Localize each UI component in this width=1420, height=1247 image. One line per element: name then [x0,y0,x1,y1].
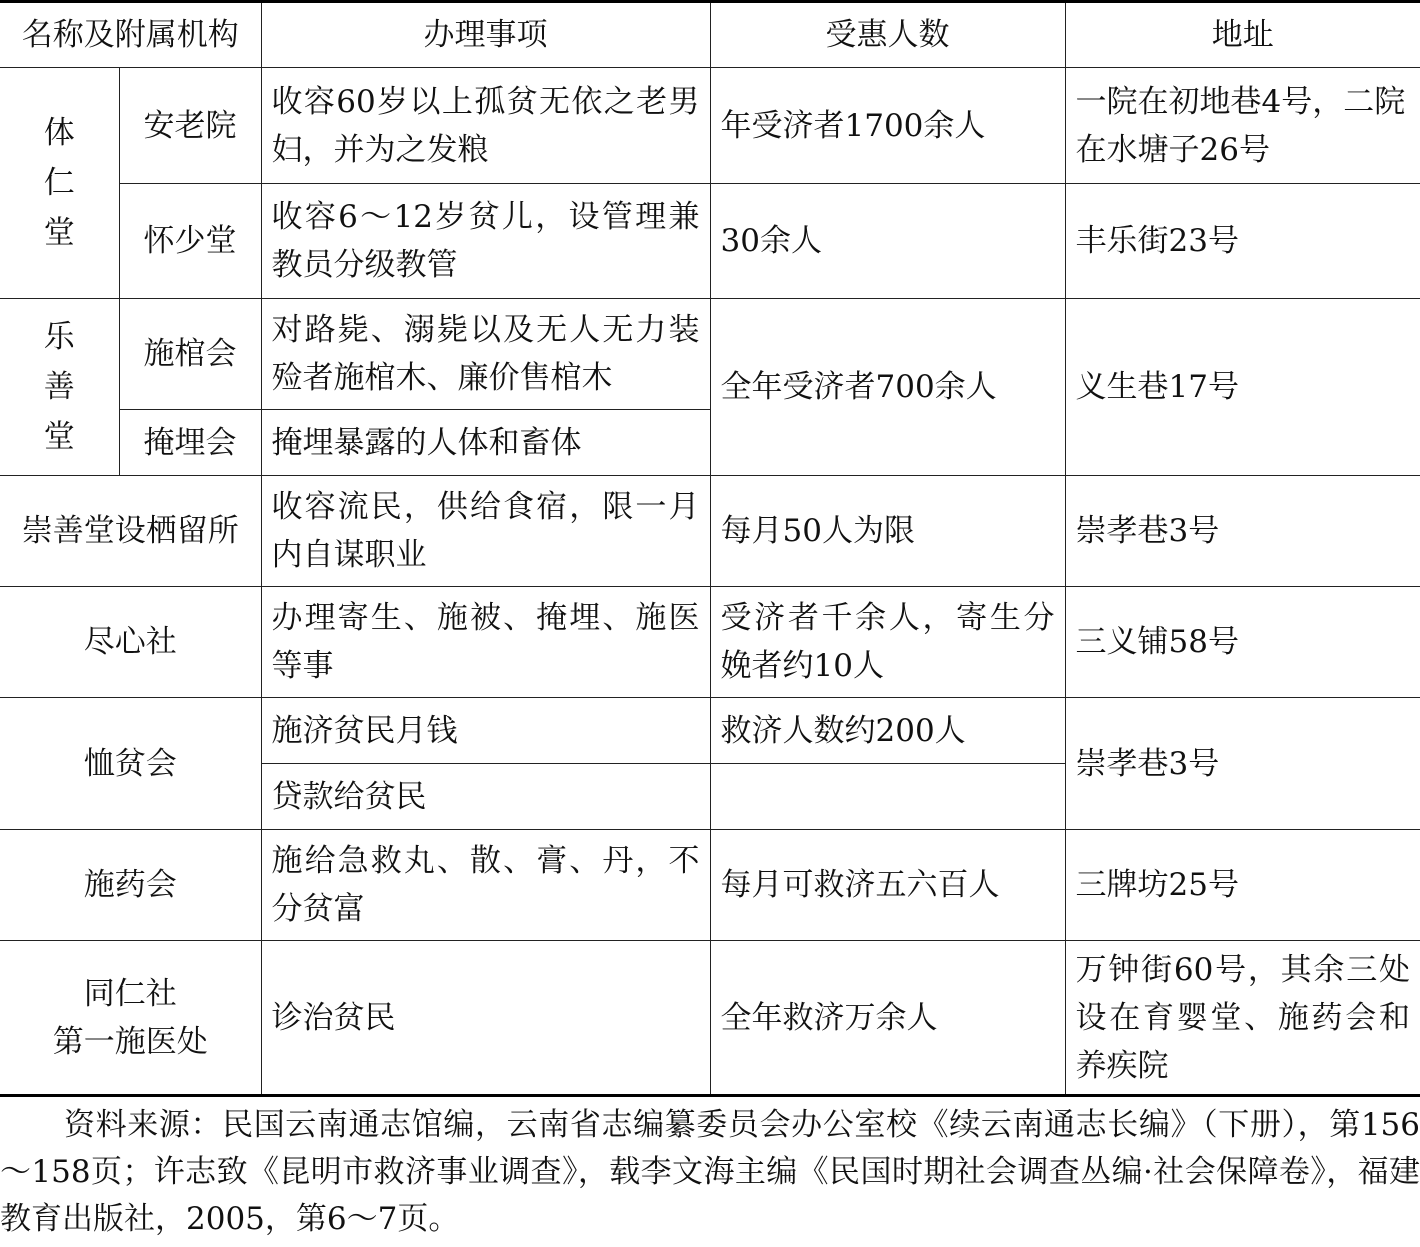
header-matter: 办理事项 [261,2,710,68]
sub-name: 施棺会 [119,299,261,410]
institution-name: 恤贫会 [0,698,261,830]
beneficiaries-cell: 年受济者1700余人 [710,68,1065,184]
sub-name: 掩埋会 [119,410,261,476]
address-cell: 万钟街60号，其余三处设在育婴堂、施药会和养疾院 [1065,941,1420,1096]
institution-name: 施药会 [0,830,261,941]
table-row [0,299,1420,410]
sub-name: 怀少堂 [119,184,261,299]
institution-name: 尽心社 [0,587,261,698]
matter-cell: 收容流民，供给食宿，限一月内自谋职业 [261,476,710,587]
header-row [0,2,1420,68]
beneficiaries-cell: 每月可救济五六百人 [710,830,1065,941]
institution-name-line1: 同仁社 [83,975,177,1012]
address-cell: 三牌坊25号 [1065,830,1420,941]
address-cell: 三义铺58号 [1065,587,1420,698]
matter-cell: 贷款给贫民 [261,764,710,830]
institution-name: 崇善堂设栖留所 [0,476,261,587]
address-cell: 崇孝巷3号 [1065,476,1420,587]
group-name-leshantang: 乐 善 堂 [0,299,119,476]
matter-cell: 施济贫民月钱 [261,698,710,764]
matter-cell: 收容6～12岁贫儿，设管理兼教员分级教管 [261,184,710,299]
header-address: 地址 [1065,2,1420,68]
beneficiaries-cell: 救济人数约200人 [710,698,1065,764]
beneficiaries-cell: 全年受济者700余人 [710,299,1065,476]
address-cell: 崇孝巷3号 [1065,698,1420,830]
table-row [0,184,1420,299]
table-row [0,941,1420,1096]
matter-cell: 对路毙、溺毙以及无人无力装殓者施棺木、廉价售棺木 [261,299,710,410]
header-name: 名称及附属机构 [0,2,261,68]
matter-cell: 收容60岁以上孤贫无依之老男妇，并为之发粮 [261,68,710,184]
beneficiaries-cell: 每月50人为限 [710,476,1065,587]
table-row [0,830,1420,941]
source-note: 资料来源：民国云南通志馆编，云南省志编纂委员会办公室校《续云南通志长编》（下册），第156～158页；许志致《昆明市救济事业调查》，载李文海主编《民国时期社会调查丛编·社会保障卷》，福建教育出版社，2005，第6～7页。 [0,1107,1420,1237]
beneficiaries-cell: 30余人 [710,184,1065,299]
address-cell: 一院在初地巷4号，二院在水塘子26号 [1065,68,1420,184]
sub-name: 安老院 [119,68,261,184]
group-name-tirentang: 体 仁 堂 [0,68,119,299]
beneficiaries-cell [710,764,1065,830]
address-cell: 义生巷17号 [1065,299,1420,476]
header-beneficiaries: 受惠人数 [710,2,1065,68]
matter-cell: 掩埋暴露的人体和畜体 [261,410,710,476]
beneficiaries-cell: 全年救济万余人 [710,941,1065,1096]
matter-cell: 办理寄生、施被、掩埋、施医等事 [261,587,710,698]
table-row [0,476,1420,587]
matter-cell: 施给急救丸、散、膏、丹，不分贫富 [261,830,710,941]
table-row [0,587,1420,698]
beneficiaries-cell: 受济者千余人，寄生分娩者约10人 [710,587,1065,698]
table-row [0,68,1420,184]
address-cell: 丰乐街23号 [1065,184,1420,299]
table-row [0,698,1420,764]
institution-name [0,941,261,1096]
matter-cell: 诊治贫民 [261,941,710,1096]
institution-name-line2: 第一施医处 [52,1023,208,1060]
